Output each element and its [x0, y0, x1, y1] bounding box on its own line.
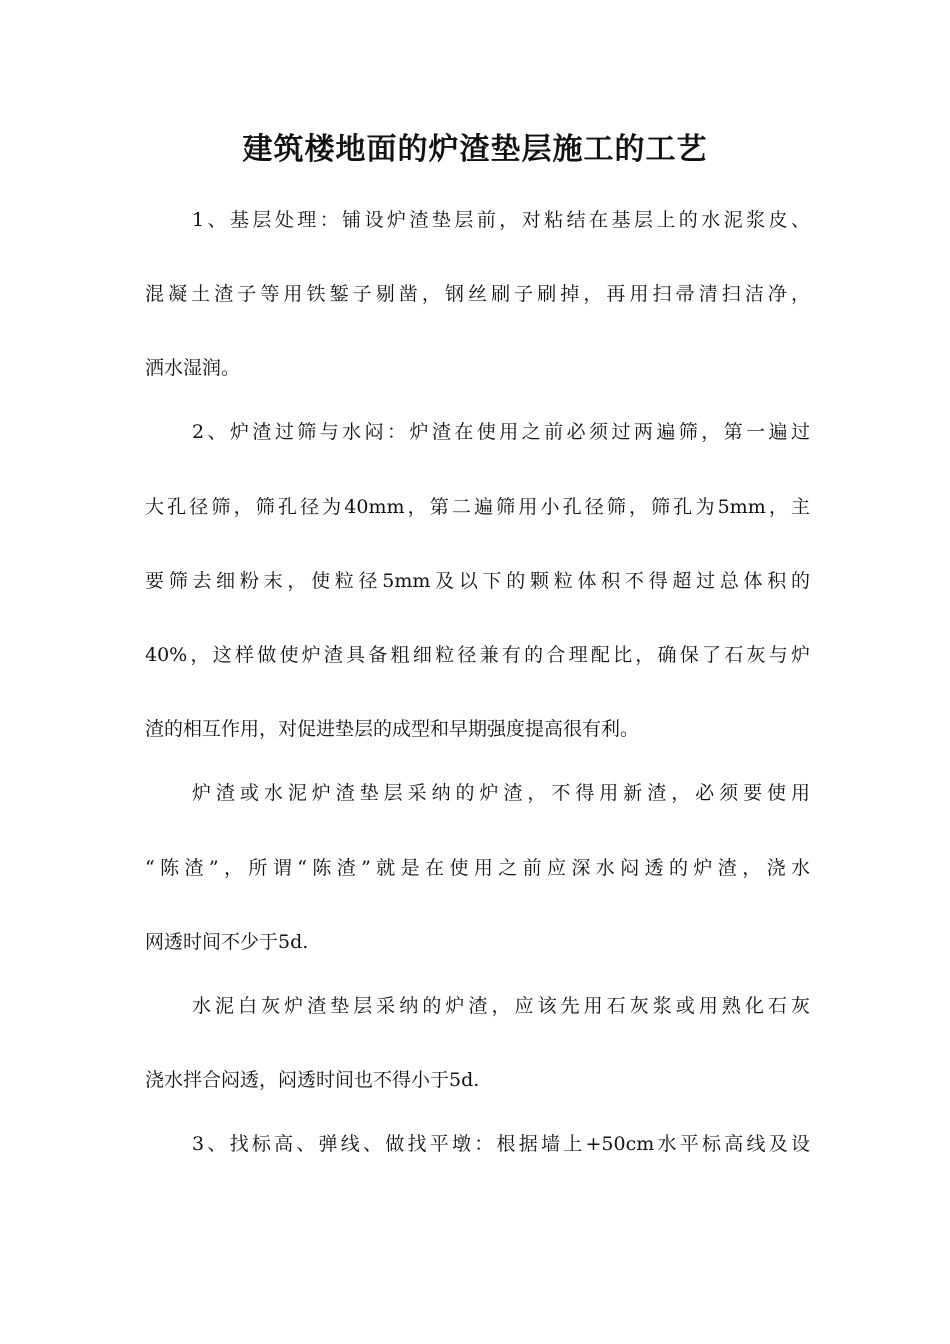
paragraph-line: 洒水湿润。 — [145, 357, 241, 379]
paragraph-line: “陈渣”，所谓“陈渣”就是在使用之前应深水闷透的炉渣，浇水 — [145, 857, 810, 879]
document-title: 建筑楼地面的炉渣垫层施工的工艺 — [242, 132, 708, 167]
paragraph-line: 网透时间不少于5d. — [145, 931, 309, 953]
paragraph-line: 2、炉渣过筛与水闷：炉渣在使用之前必须过两遍筛，第一遍过 — [192, 421, 810, 443]
paragraph-line: 40%，这样做使炉渣具备粗细粒径兼有的合理配比，确保了石灰与炉 — [145, 644, 810, 666]
paragraph-line: 水泥白灰炉渣垫层采纳的炉渣，应该先用石灰浆或用熟化石灰 — [192, 995, 810, 1017]
paragraph-line: 炉渣或水泥炉渣垫层采纳的炉渣，不得用新渣，必须要使用 — [192, 782, 810, 804]
paragraph-line: 大孔径筛，筛孔径为40mm，第二遍筛用小孔径筛，筛孔为5mm，主 — [145, 496, 810, 518]
paragraph-line: 1、基层处理：铺设炉渣垫层前，对粘结在基层上的水泥浆皮、 — [192, 209, 810, 231]
paragraph-line: 混凝土渣子等用铁錾子剔凿，钢丝刷子刷掉，再用扫帚清扫洁净， — [145, 283, 810, 305]
paragraph-line: 渣的相互作用，对促进垫层的成型和早期强度提高很有利。 — [145, 718, 640, 740]
paragraph-line: 3、找标高、弹线、做找平墩：根据墙上+50cm水平标高线及设 — [192, 1133, 810, 1155]
paragraph-line: 浇水拌合闷透，闷透时间也不得小于5d. — [145, 1069, 480, 1091]
paragraph-line: 要筛去细粉末，使粒径5mm及以下的颗粒体积不得超过总体积的 — [145, 570, 810, 592]
